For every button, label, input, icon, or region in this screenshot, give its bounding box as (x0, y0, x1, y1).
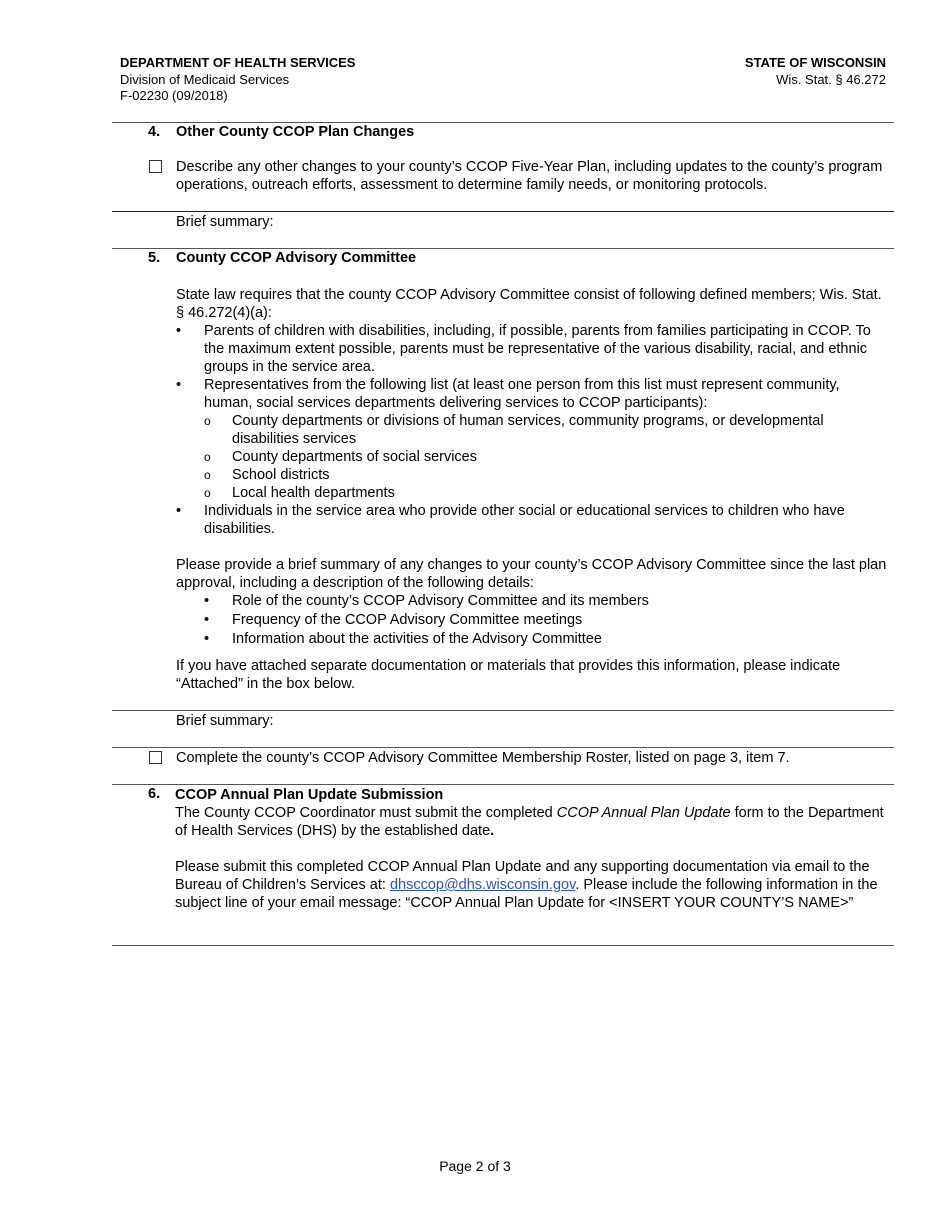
header-left (120, 55, 355, 105)
section-6-body (175, 786, 890, 912)
list-item (176, 502, 891, 538)
bullet-mark: • (176, 503, 182, 519)
section-4-summary-label: Brief summary: (176, 214, 274, 230)
section-5-number: 5. (148, 250, 161, 266)
representatives-sublist (204, 412, 891, 502)
divider (112, 248, 894, 249)
list-item (204, 592, 891, 611)
divider (112, 211, 894, 212)
divider (112, 122, 894, 123)
divider (112, 710, 894, 711)
sub-mark: o (204, 468, 211, 482)
section-4-title: Other County CCOP Plan Changes (176, 124, 415, 140)
bullet-mark: • (204, 612, 210, 628)
list-item (204, 466, 891, 484)
detail-item: Frequency of the CCOP Advisory Committee meetings (232, 612, 583, 628)
section-5-summary-label: Brief summary: (176, 713, 274, 729)
sub-item: School districts (232, 467, 330, 483)
other-changes-text: Describe any other changes to your county’s CCOP Five-Year Plan, including updates to the county’s program operations, outreach efforts, assessment to determine family needs, or monitoring protocols. (176, 159, 883, 193)
deadline-text: The County CCOP Coordinator must submit the completed (175, 805, 557, 821)
section-5-body (176, 286, 891, 693)
department-name: DEPARTMENT OF HEALTH SERVICES (120, 55, 356, 70)
member-representatives: Representatives from the following list (at least one person from this list must represent community, human, social services departments delivering services to CCOP participants): (204, 377, 840, 411)
summary-request: Please provide a brief summary of any changes to your county’s CCOP Advisory Committee since the last plan approval, including a description of the following details: (176, 557, 887, 591)
sub-mark: o (204, 414, 211, 428)
submission-deadline (175, 804, 890, 840)
sub-item: County departments or divisions of human services, community programs, or developmental disabilities services (232, 413, 824, 447)
form-id: F-02230 (09/2018) (120, 88, 228, 103)
divider (112, 945, 894, 946)
submission-instructions (175, 858, 890, 912)
bullet-mark: • (204, 593, 210, 609)
bullet-mark: • (176, 323, 182, 339)
sub-item: County departments of social services (232, 449, 477, 465)
member-parents: Parents of children with disabilities, including, if possible, parents from families participating in CCOP. To the maximum extent possible, parents must be representative of the various disability, racial, and ethnic groups in the service area. (204, 323, 871, 375)
list-item (176, 322, 891, 376)
divider (112, 747, 894, 748)
state-name: STATE OF WISCONSIN (744, 55, 886, 70)
list-item (204, 630, 891, 649)
detail-item: Information about the activities of the Advisory Committee (232, 631, 602, 647)
instructions-text: . Please include the following information in the subject line of your email message: “CCOP Annual Plan Update for <INSERT YOUR COUNTY’S NAME>” (175, 877, 878, 911)
bullet-mark: • (176, 377, 182, 393)
section-6-title: CCOP Annual Plan Update Submission (175, 787, 444, 803)
instructions-text: Please submit this completed CCOP Annual Plan Update and any supporting documentation via email to the Bureau of Children’s Services at: (175, 859, 870, 893)
section-5-title: County CCOP Advisory Committee (176, 250, 417, 266)
sub-item: Local health departments (232, 485, 395, 501)
roster-checkbox[interactable] (149, 751, 162, 764)
list-item (204, 611, 891, 630)
section-4-number: 4. (148, 124, 161, 140)
division-name: Division of Medicaid Services (120, 71, 290, 87)
email-link[interactable]: dhsccop@dhs.wisconsin.gov (389, 877, 576, 893)
member-list (176, 322, 891, 538)
sub-mark: o (204, 486, 211, 500)
section-6-number: 6. (148, 786, 161, 802)
sub-mark: o (204, 450, 211, 464)
list-item (176, 376, 891, 502)
attached-note: If you have attached separate documentation or materials that provides this information, please indicate “Attached” in the box below. (176, 658, 841, 692)
statute-ref: Wis. Stat. § 46.272 (776, 71, 886, 87)
form-name: CCOP Annual Plan Update (556, 805, 731, 821)
list-item (204, 448, 891, 466)
member-individuals: Individuals in the service area who provide other social or educational services to children who have disabilities. (204, 503, 845, 537)
other-changes-checkbox[interactable] (149, 160, 162, 173)
bullet-mark: • (204, 631, 210, 647)
divider (112, 784, 894, 785)
committee-intro: State law requires that the county CCOP Advisory Committee consist of following defined members; Wis. Stat. § 46.272(4)(a): (176, 287, 882, 321)
header-right (745, 55, 886, 88)
roster-checkbox-text: Complete the county’s CCOP Advisory Committee Membership Roster, listed on page 3, item 7. (176, 750, 790, 766)
page-number: Page 2 of 3 (439, 1158, 511, 1174)
list-item (204, 484, 891, 502)
deadline-text: form to the Department of Health Services (DHS) by the established date (175, 805, 884, 839)
details-list (204, 592, 891, 649)
list-item (204, 412, 891, 448)
deadline-period: . (490, 823, 495, 839)
detail-item: Role of the county’s CCOP Advisory Committee and its members (232, 593, 649, 609)
